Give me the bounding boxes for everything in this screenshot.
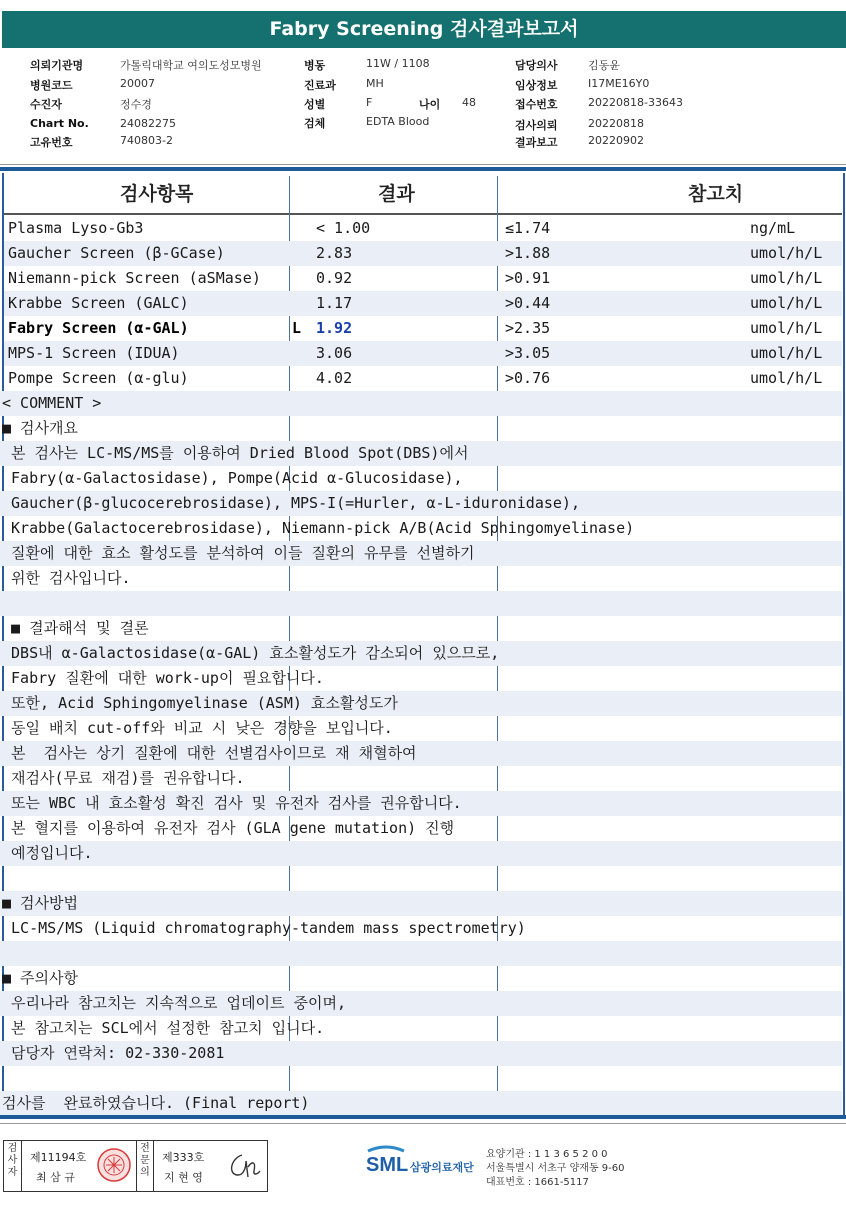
- divider: [0, 164, 846, 165]
- value-hospital-code: 20007: [120, 77, 155, 90]
- specialist-license-no: 제333호: [162, 1151, 205, 1164]
- reference-range: >2.35: [505, 319, 551, 337]
- header-reference: 참고치: [688, 183, 744, 205]
- comment-text: ■ 검사방법: [2, 894, 79, 912]
- result-value: 1.17: [316, 294, 353, 312]
- comment-line: [0, 716, 842, 741]
- sml-logo-icon: [364, 1145, 408, 1179]
- comment-text: 동일 배치 cut-off와 비교 시 낮은 경향을 보입니다.: [2, 719, 393, 737]
- report-title: Fabry Screening 검사결과보고서: [2, 11, 846, 48]
- comment-text: LC-MS/MS (Liquid chromatography-tandem mass spectrometry): [2, 919, 526, 937]
- value-age: 48: [462, 96, 476, 109]
- header-test-item: 검사항목: [120, 183, 194, 205]
- comment-text: ■ 검사개요: [2, 419, 79, 437]
- label-chart-no: Chart No.: [30, 117, 89, 130]
- value-requesting-institution: 가톨릭대학교 여의도성모병원: [120, 59, 262, 72]
- examiner-name: 최 삼 규: [36, 1171, 75, 1184]
- institution-phone: 대표번호 : 1661-5117: [486, 1177, 589, 1188]
- result-value: 0.92: [316, 269, 353, 287]
- divider: [0, 1115, 846, 1119]
- comment-text: 예정입니다.: [2, 844, 93, 862]
- result-value: 3.06: [316, 344, 353, 362]
- label-unique-id: 고유번호: [30, 136, 73, 149]
- result-value: 1.92: [316, 319, 353, 337]
- comment-line: [0, 866, 842, 891]
- comment-line: [0, 416, 842, 441]
- institution-code: 요양기관 : 1 1 3 6 5 2 0 0: [486, 1149, 608, 1160]
- results-table-header: [4, 176, 842, 215]
- result-value: 4.02: [316, 369, 353, 387]
- divider: [0, 1123, 846, 1124]
- label-ward: 병동: [304, 59, 326, 72]
- value-receipt-no: 20220818-33643: [588, 96, 683, 109]
- value-chart-no: 24082275: [120, 117, 176, 130]
- comment-text: ■ 주의사항: [2, 969, 79, 987]
- value-clinical-info: I17ME16Y0: [588, 77, 650, 90]
- reference-range: >0.91: [505, 269, 551, 287]
- test-item: Fabry Screen (α-GAL): [8, 319, 189, 337]
- label-age: 나이: [419, 98, 441, 111]
- comment-line: [0, 591, 842, 616]
- comment-line: [0, 641, 842, 666]
- report-footer: [0, 1125, 846, 1206]
- comment-line: [0, 1041, 842, 1066]
- examiner-license-no: 제11194호: [30, 1151, 87, 1164]
- comment-text: Fabry(α-Galactosidase), Pompe(Acid α-Glucosidase),: [2, 469, 463, 487]
- table-row: [4, 366, 842, 391]
- comment-text: 본 혈지를 이용하여 유전자 검사 (GLA gene mutation) 진행: [2, 819, 455, 837]
- value-sex: F: [366, 96, 373, 109]
- unit: umol/h/L: [750, 369, 823, 387]
- comment-line: [0, 1091, 842, 1116]
- reference-range: >1.88: [505, 244, 551, 262]
- label-requesting-institution: 의뢰기관명: [30, 59, 84, 72]
- value-request-date: 20220818: [588, 117, 644, 130]
- unit: umol/h/L: [750, 319, 823, 337]
- table-row: [4, 216, 842, 241]
- specialist-label: 전문의: [136, 1141, 154, 1191]
- comment-text: 우리나라 참고치는 지속적으로 업데이트 중이며,: [2, 994, 346, 1012]
- test-item: MPS-1 Screen (IDUA): [8, 344, 180, 362]
- comment-text: 또는 WBC 내 효소활성 확진 검사 및 유전자 검사를 권유합니다.: [2, 794, 462, 812]
- test-item: Pompe Screen (α-glu): [8, 369, 189, 387]
- test-item: Niemann-pick Screen (aSMase): [8, 269, 261, 287]
- value-report-date: 20220902: [588, 134, 644, 147]
- comment-line: [0, 1066, 842, 1091]
- comment-line: [0, 841, 842, 866]
- header-result: 결과: [378, 183, 415, 205]
- comment-text: Fabry 질환에 대한 work-up이 필요합니다.: [2, 669, 324, 687]
- label-specimen: 검체: [304, 117, 326, 130]
- comment-text: 본 참고치는 SCL에서 설정한 참고치 입니다.: [2, 1019, 325, 1037]
- unit: umol/h/L: [750, 244, 823, 262]
- table-row: [4, 316, 842, 341]
- comment-line: [0, 916, 842, 941]
- label-doctor: 담당의사: [515, 59, 558, 72]
- value-unique-id: 740803-2: [120, 134, 173, 147]
- comment-line: [0, 616, 842, 641]
- reference-range: >0.44: [505, 294, 551, 312]
- comment-line: [0, 466, 842, 491]
- comment-line: [0, 666, 842, 691]
- label-patient-name: 수진자: [30, 98, 62, 111]
- reference-range: ≤1.74: [505, 219, 551, 237]
- seal-icon: [96, 1147, 132, 1183]
- table-row: [4, 291, 842, 316]
- signature-box: [3, 1140, 268, 1192]
- reference-range: >0.76: [505, 369, 551, 387]
- test-item: Gaucher Screen (β-GCase): [8, 244, 225, 262]
- specialist-name: 지 현 영: [164, 1171, 203, 1184]
- label-department: 진료과: [304, 79, 336, 92]
- label-receipt-no: 접수번호: [515, 98, 558, 111]
- comment-line: [0, 966, 842, 991]
- comment-text: 본 검사는 LC-MS/MS를 이용하여 Dried Blood Spot(DBS)에서: [2, 444, 469, 462]
- comment-text: < COMMENT >: [2, 394, 102, 412]
- comment-text: 또한, Acid Sphingomyelinase (ASM) 효소활성도가: [2, 694, 398, 712]
- comment-line: [0, 391, 842, 416]
- comment-line: [0, 491, 842, 516]
- comment-text: Krabbe(Galactocerebrosidase), Niemann-pick A/B(Acid Sphingomyelinase): [2, 519, 635, 537]
- examiner-label: 검사자: [4, 1141, 22, 1191]
- comment-line: [0, 441, 842, 466]
- label-report-date: 결과보고: [515, 136, 558, 149]
- value-doctor: 김동윤: [588, 59, 620, 72]
- label-request-date: 검사의뢰: [515, 119, 558, 132]
- test-item: Plasma Lyso-Gb3: [8, 219, 144, 237]
- comment-line: [0, 516, 842, 541]
- unit: umol/h/L: [750, 344, 823, 362]
- unit: umol/h/L: [750, 269, 823, 287]
- comment-line: [0, 541, 842, 566]
- table-row: [4, 266, 842, 291]
- institution-info: [486, 1148, 625, 1190]
- table-row: [4, 241, 842, 266]
- result-value: < 1.00: [316, 219, 371, 237]
- value-ward: 11W / 1108: [366, 57, 430, 70]
- test-item: Krabbe Screen (GALC): [8, 294, 189, 312]
- comment-text: 본 검사는 상기 질환에 대한 선별검사이므로 재 채혈하여: [2, 744, 417, 762]
- comment-line: [0, 1016, 842, 1041]
- comment-line: [0, 766, 842, 791]
- comment-text: 재검사(무료 재검)를 권유합니다.: [2, 769, 245, 787]
- comment-text: 질환에 대한 효소 활성도를 분석하여 이들 질환의 유무를 선별하기: [2, 544, 475, 562]
- unit: umol/h/L: [750, 294, 823, 312]
- comment-text: 위한 검사입니다.: [2, 569, 131, 587]
- org-name: 삼광의료재단: [410, 1161, 474, 1174]
- comment-text: 담당자 연락처: 02-330-2081: [2, 1044, 225, 1062]
- comment-text: ■ 결과해석 및 결론: [2, 619, 149, 637]
- comment-line: [0, 741, 842, 766]
- label-hospital-code: 병원코드: [30, 79, 73, 92]
- result-value: 2.83: [316, 244, 353, 262]
- comment-text: Gaucher(β-glucocerebrosidase), MPS-I(=Hurler, α-L-iduronidase),: [2, 494, 580, 512]
- value-patient-name: 정수경: [120, 98, 152, 111]
- label-clinical-info: 임상정보: [515, 79, 558, 92]
- table-row: [4, 341, 842, 366]
- comment-line: [0, 691, 842, 716]
- comment-line: [0, 791, 842, 816]
- result-flag: L: [292, 319, 302, 337]
- comment-text: 검사를 완료하였습니다. (Final report): [2, 1094, 310, 1112]
- divider: [0, 167, 846, 171]
- comment-line: [0, 991, 842, 1016]
- reference-range: >3.05: [505, 344, 551, 362]
- patient-info: [0, 0, 846, 160]
- comment-text: DBS내 α-Galactosidase(α-GAL) 효소활성도가 감소되어 있으므로,: [2, 644, 500, 662]
- comment-line: [0, 566, 842, 591]
- label-sex: 성별: [304, 98, 326, 111]
- svg-text:SML: SML: [366, 1154, 408, 1176]
- institution-address: 서울특별시 서초구 양재동 9-60: [486, 1163, 625, 1174]
- unit: ng/mL: [750, 219, 796, 237]
- comment-line: [0, 891, 842, 916]
- comment-line: [0, 941, 842, 966]
- signature-icon: [224, 1149, 262, 1183]
- comment-line: [0, 816, 842, 841]
- value-department: MH: [366, 77, 384, 90]
- value-specimen: EDTA Blood: [366, 115, 430, 128]
